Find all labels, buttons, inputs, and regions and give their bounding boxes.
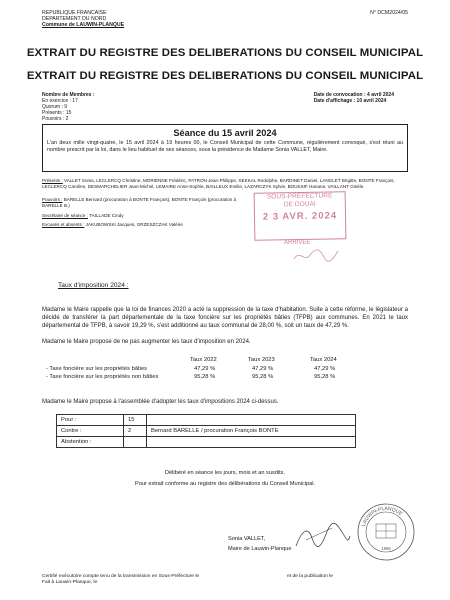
municipal-seal-icon <box>356 502 416 562</box>
secretaire-label: Secrétaire de séance : <box>42 213 88 218</box>
svg-text:1986: 1986 <box>381 546 391 551</box>
header-departement: DEPARTEMENT DU NORD <box>42 16 107 23</box>
closing-line2: Pour extrait conforme au registre des délibérations du Conseil Municipal. <box>134 481 316 487</box>
presents-block <box>42 178 410 190</box>
tax-row-baties <box>46 366 376 374</box>
tax-header-2024: Taux 2024 <box>310 357 337 363</box>
document-title: EXTRAIT DU REGISTRE DES DELIBERATIONS DU CONSEIL MUNICIPAL <box>26 47 424 59</box>
tax-cell: 47,29 % <box>194 366 216 372</box>
paragraph-reform: Madame le Maire rappelle que la loi de finances 2020 a acté la suppression de la taxe d'habitation. Suite à cette réforme, le législateur a décidé de transférer la part départementale de la taxe foncière sur les propriétés bâties (TFPB) aux communes. En 2021 le taux départemental de TFPB, à savoir 19,29 %, s'est additionné au taux communal de 28,00 %, soit un taux de 47,29 %. <box>42 307 408 330</box>
vote-row-pour <box>57 415 356 426</box>
count-quorum: Quorum : 9 <box>42 104 68 110</box>
vote-pour-label: Pour : <box>57 415 124 426</box>
signature-role: Maire de Lauwin-Planque <box>228 546 292 552</box>
tax-cell: 47,29 % <box>314 366 336 372</box>
count-en-exercice: En exercice : 17 <box>42 98 78 104</box>
vote-table <box>56 414 356 448</box>
tax-cell: 47,29 % <box>252 366 274 372</box>
vote-contre-detail: Bernard BARELLE / procuration François BONTE <box>147 426 356 437</box>
tax-cell: 95,28 % <box>252 374 274 380</box>
svg-text:LAUWIN-PLANQUE: LAUWIN-PLANQUE <box>360 505 404 528</box>
closing-line1: Délibéré en séance les jours, mois et an susdits. <box>164 470 285 476</box>
handwritten-signature-icon <box>292 520 352 552</box>
reception-stamp <box>254 191 347 241</box>
absents-label: Excusés et absents : <box>42 222 85 227</box>
presents-label: Présents : <box>42 178 63 183</box>
seance-title: Séance du 15 avril 2024 <box>173 128 277 138</box>
header-block <box>42 10 124 29</box>
stamp-date: 2 3 AVR. 2024 <box>262 210 338 223</box>
footer-publication: et de la publication le <box>287 574 333 579</box>
vote-contre-count: 2 <box>124 426 147 437</box>
counts-heading: Nombre de Membres : <box>42 92 95 98</box>
tax-row-label: - Taxe foncière sur les propriétés non bâties <box>46 374 159 380</box>
date-affichage: Date d'affichage : 10 avril 2024 <box>313 98 387 104</box>
deliberation-reference: N° DCM2024/05 <box>370 10 408 16</box>
vote-row-abstention <box>57 437 356 448</box>
tax-row-non-baties <box>46 374 376 382</box>
vote-contre-label: Contre : <box>57 426 124 437</box>
member-counts <box>42 92 95 122</box>
document-title-repeat: EXTRAIT DU REGISTRE DES DELIBERATIONS DU CONSEIL MUNICIPAL <box>26 70 424 82</box>
header-republique: REPUBLIQUE FRANCAISE <box>42 10 107 16</box>
count-presents: Présents : 15 <box>42 110 72 116</box>
pouvoirs-block <box>42 197 252 209</box>
presents-list: VALLET Sonia, LECLERCQ Christine, MORIENNE Frédéric, PATRON Jean-Philippe, SEKKAL Rodolphe, BARDINET Daniel, LANGLET Brigitte, BONTE François, LECLERCQ Caroline, DESMARCHELIER Jean-Michel, LEMAIRE Anne-Sophie, BAILLEUX Emilie, LAZARCZYK Sylvie, BOUSSIF Hanane, VAILLANT Gisèle. <box>42 178 395 189</box>
footer-block <box>42 574 412 587</box>
paragraph-proposal: Madame le Maire propose de ne pas augmenter les taux d'imposition en 2024. <box>42 339 251 345</box>
footer-certification: Certifié exécutoire compte tenu de la transmission en Sous-Préfecture le <box>42 574 200 579</box>
paragraph-adoption: Madame le Maire propose à l'assemblée d'adopter les taux d'impositions 2024 ci-dessus. <box>42 399 279 405</box>
signature-name: Sonia VALLET, <box>228 536 266 542</box>
vote-abstention-label: Abstention : <box>57 437 124 448</box>
absents-block <box>42 222 252 228</box>
stamp-line2: DE DOUAI <box>283 200 316 209</box>
tax-cell: 95,28 % <box>194 374 216 380</box>
seance-text: L'an deux mille vingt-quatre, le 15 avril 2024 à 19 heures 00, le Conseil Municipal de cette Commune, régulièrement convoqué, s'est réuni au nombre prescrit par la loi, dans le lieu habituel de ses séances, sous la présidence de Madame Sonia VALLET, Maire. <box>47 140 403 153</box>
tax-cell: 95,28 % <box>314 374 336 380</box>
absents-list: JAKUBOWSKI Jacques, GRZESZCZAK Valérie <box>85 222 183 227</box>
vote-row-contre <box>57 426 356 437</box>
tax-row-label: - Taxe foncière sur les propriétés bâties <box>46 366 148 372</box>
header-commune: Commune de LAUWIN-PLANQUE <box>42 22 125 29</box>
pouvoirs-label: Pouvoirs : <box>42 197 63 202</box>
signature-block <box>228 534 291 554</box>
seance-box <box>42 124 408 172</box>
tax-header-2022: Taux 2022 <box>190 357 217 363</box>
stamp-arrivee: ARRIVEE <box>284 240 311 246</box>
stamp-signature-icon <box>292 245 340 265</box>
vote-pour-count: 15 <box>124 415 147 426</box>
date-convocation: Date de convocation : 4 avril 2024 <box>313 92 394 98</box>
meeting-dates <box>314 92 394 104</box>
stamp-line1: SOUS-PREFECTURE <box>266 192 333 201</box>
section-title: Taux d'imposition 2024 : <box>58 282 129 289</box>
pouvoirs-list: BARELLE Bernard (procuration à BONTE François), BONTE François (procuration à BARELLE B.) <box>42 197 237 208</box>
secretaire-block <box>42 213 252 219</box>
count-pouvoirs: Pouvoirs : 2 <box>42 116 69 122</box>
tax-header-2023: Taux 2023 <box>248 357 275 363</box>
footer-fait-a: Fait à Lauwin-Planque, le <box>42 580 98 586</box>
secretaire-name: TAILLADE Cindy <box>89 213 124 218</box>
